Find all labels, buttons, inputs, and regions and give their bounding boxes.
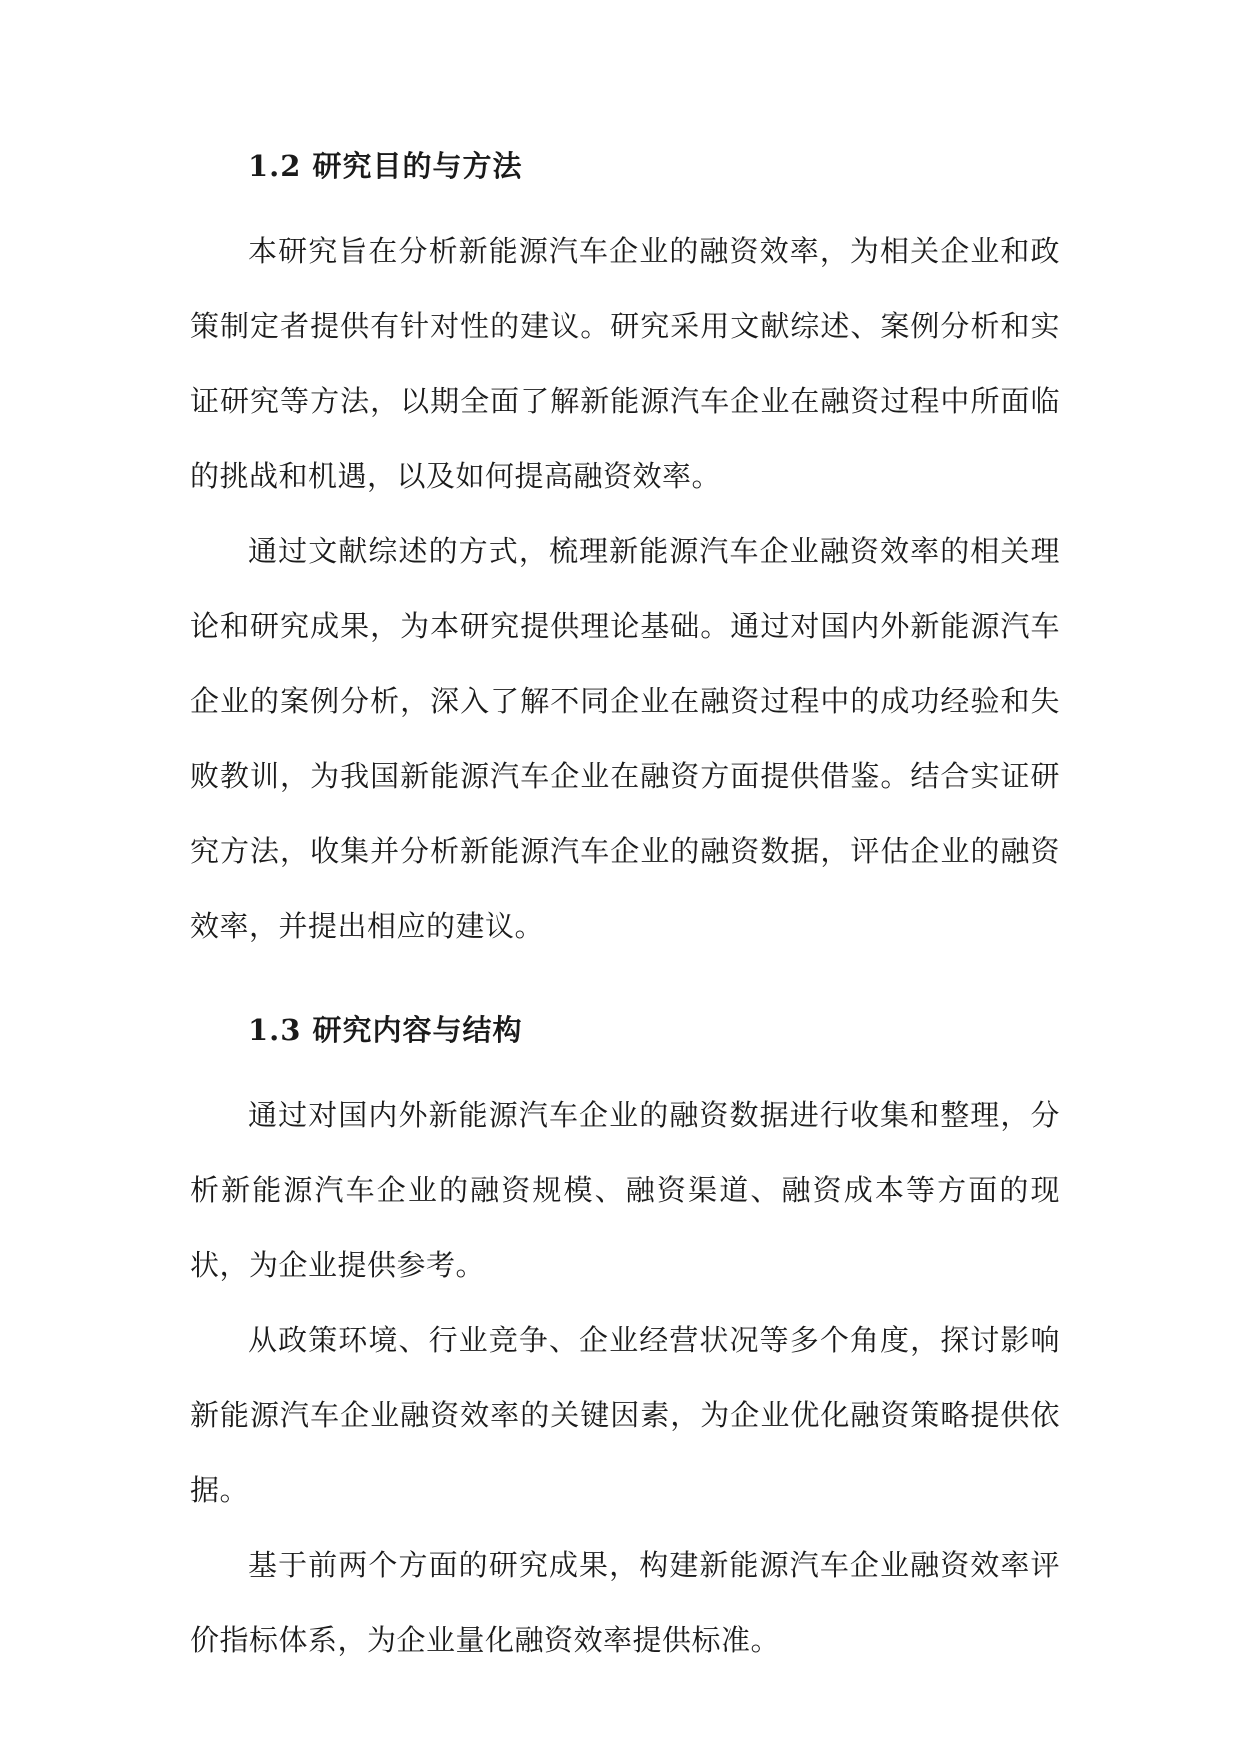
paragraph: 本研究旨在分析新能源汽车企业的融资效率，为相关企业和政策制定者提供有针对性的建议。研究采用文献综述、案例分析和实证研究等方法，以期全面了解新能源汽车企业在融资过程中所面临的挑战和机遇，以及如何提高融资效率。 [190,234,1060,493]
section-heading-1-3: 1.3 研究内容与结构 [248,1013,523,1047]
page-content [190,140,1060,1678]
paragraph: 基于前两个方面的研究成果，构建新能源汽车企业融资效率评价指标体系，为企业量化融资效率提供标准。 [190,1548,1060,1657]
paragraph: 从政策环境、行业竞争、企业经营状况等多个角度，探讨影响新能源汽车企业融资效率的关键因素，为企业优化融资策略提供依据。 [190,1323,1060,1507]
section-heading-1-2: 1.2 研究目的与方法 [248,149,523,183]
paragraph: 通过对国内外新能源汽车企业的融资数据进行收集和整理，分析新能源汽车企业的融资规模、融资渠道、融资成本等方面的现状，为企业提供参考。 [190,1098,1060,1282]
paragraph: 通过文献综述的方式，梳理新能源汽车企业融资效率的相关理论和研究成果，为本研究提供理论基础。通过对国内外新能源汽车企业的案例分析，深入了解不同企业在融资过程中的成功经验和失败教训，为我国新能源汽车企业在融资方面提供借鉴。结合实证研究方法，收集并分析新能源汽车企业的融资数据，评估企业的融资效率，并提出相应的建议。 [190,534,1060,943]
